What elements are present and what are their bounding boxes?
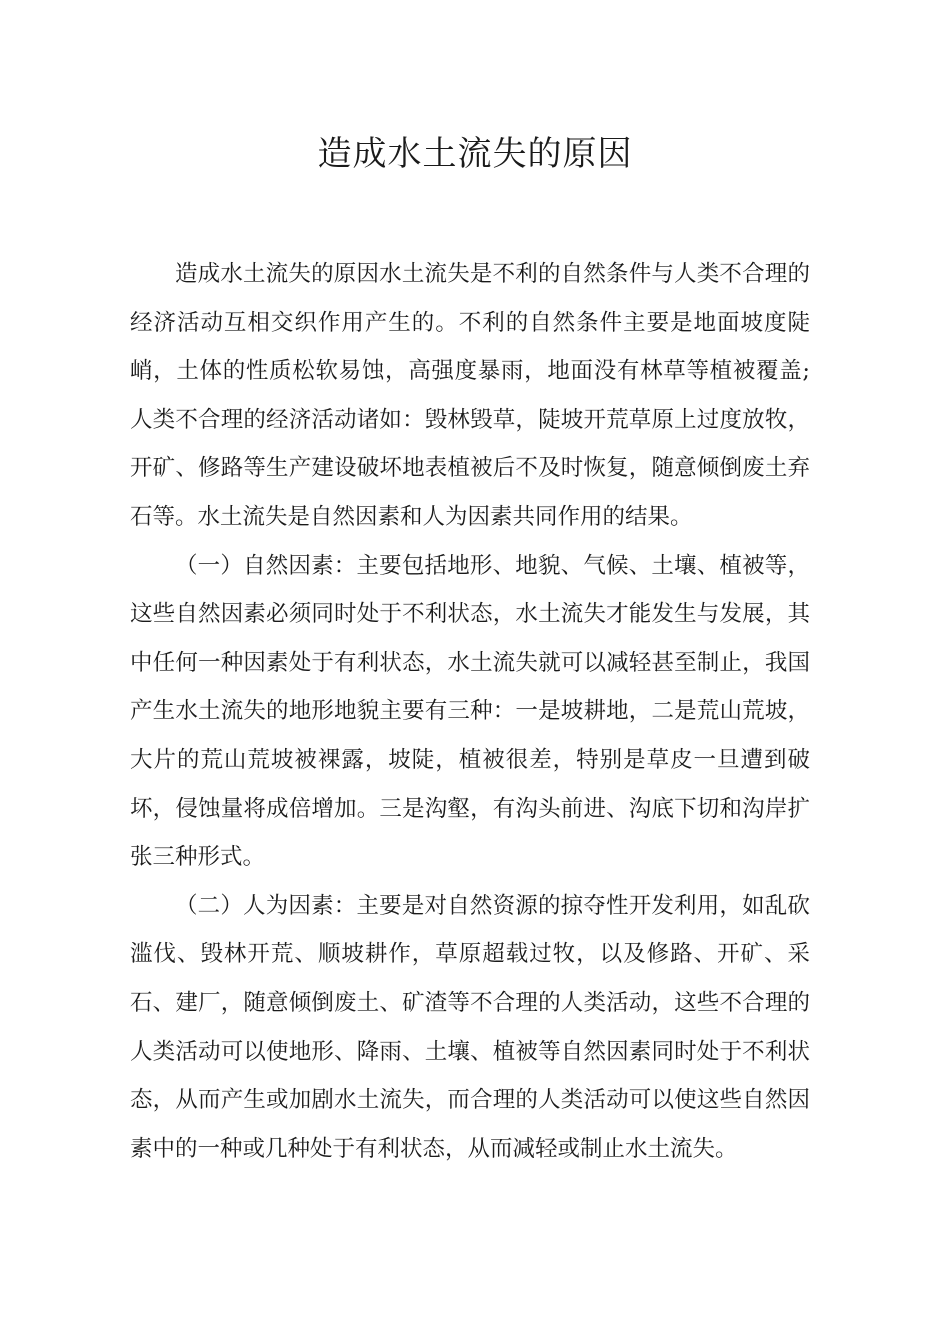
paragraph-intro: 造成水土流失的原因水土流失是不利的自然条件与人类不合理的经济活动互相交织作用产生的。不利的自然条件主要是地面坡度陡峭，土体的性质松软易蚀，高强度暴雨，地面没有林草等植被覆盖;人类不合理的经济活动诸如：毁林毁草，陡坡开荒草原上过度放牧，开矿、修路等生产建设破坏地表植被后不及时恢复，随意倾倒废土弃石等。水土流失是自然因素和人为因素共同作用的结果。 — [130, 261, 810, 530]
document-title: 造成水土流失的原因 — [317, 134, 633, 174]
paragraph-natural-factors: （一）自然因素：主要包括地形、地貌、气候、土壤、植被等，这些自然因素必须同时处于不利状态，水土流失才能发生与发展，其中任何一种因素处于有利状态，水土流失就可以减轻甚至制止，我国产生水土流失的地形地貌主要有三种：一是坡耕地，二是荒山荒坡，大片的荒山荒坡被裸露，坡陡，植被很差，特别是草皮一旦遭到破坏，侵蚀量将成倍增加。三是沟壑，有沟头前进、沟底下切和沟岸扩张三种形式。 — [130, 552, 810, 871]
paragraph-human-factors: （二）人为因素：主要是对自然资源的掠夺性开发利用，如乱砍滥伐、毁林开荒、顺坡耕作，草原超载过牧，以及修路、开矿、采石、建厂，随意倾倒废土、矿渣等不合理的人类活动，这些不合理的人类活动可以使地形、降雨、土壤、植被等自然因素同时处于不利状态，从而产生或加剧水土流失，而合理的人类活动可以使这些自然因素中的一种或几种处于有利状态，从而减轻或制止水土流失。 — [130, 892, 810, 1162]
document-body — [130, 250, 810, 1173]
